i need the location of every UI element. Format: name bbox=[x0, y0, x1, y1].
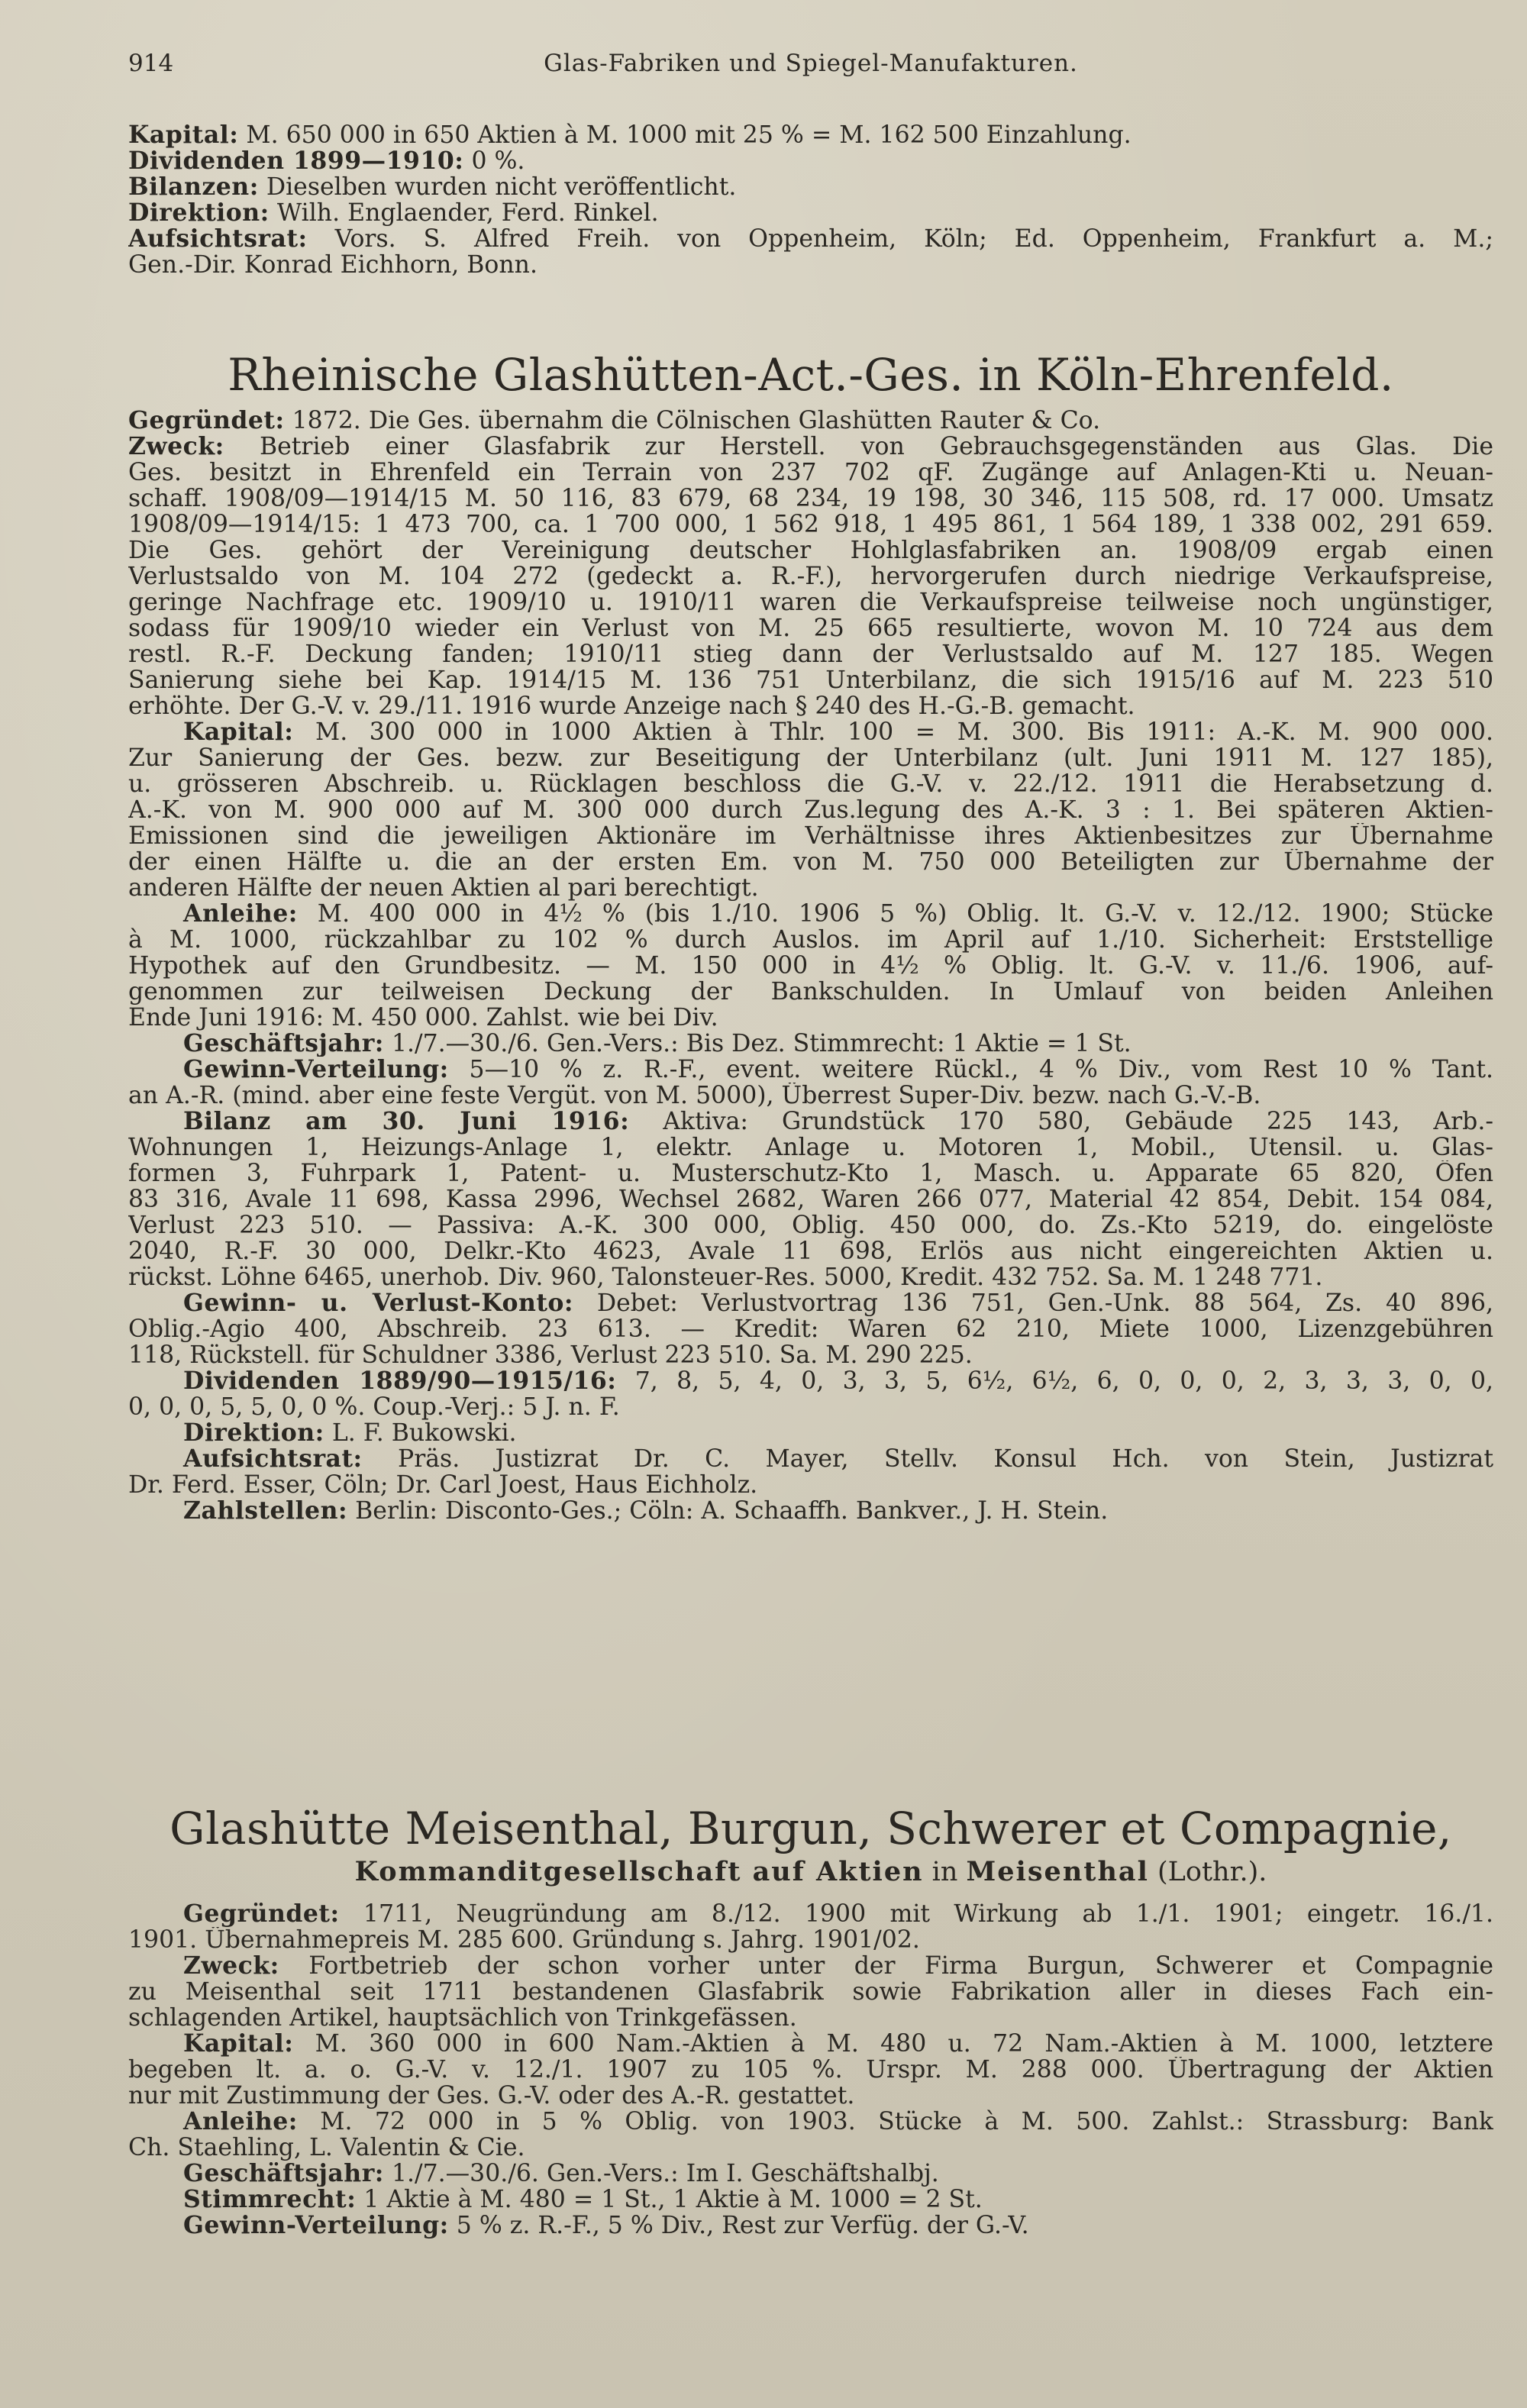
text-line bbox=[128, 486, 1493, 512]
entry-text: 83 316, Avale 11 698, Kassa 2996, Wechsel 2682, Waren 266 077, Material 42 854, Debit. 154 084, bbox=[128, 1186, 1493, 1212]
entry-text: rückst. Löhne 6465, unerhob. Div. 960, Talonsteuer-Res. 5000, Kredit. 432 752. Sa. M. 1 248 771. bbox=[128, 1264, 1323, 1290]
text-line bbox=[128, 1083, 1493, 1109]
text-line bbox=[128, 408, 1493, 434]
entry-label: Kapital: bbox=[128, 122, 239, 148]
entry-text: Hypothek auf den Grundbesitz. — M. 150 000 in 4½ % Oblig. lt. G.-V. v. 11./6. 1906, auf- bbox=[128, 953, 1493, 979]
entry-text: schaff. 1908/09—1914/15 M. 50 116, 83 679, 68 234, 19 198, 30 346, 115 508, rd. 17 000. Umsatz bbox=[128, 486, 1493, 512]
entry-text: der einen Hälfte u. die an der ersten Em. von M. 750 000 Beteiligten zur Übernahme der bbox=[128, 849, 1493, 875]
entry-text: Wilh. Englaender, Ferd. Rinkel. bbox=[269, 200, 659, 226]
entry-label: Zahlstellen: bbox=[183, 1498, 348, 1524]
text-line bbox=[128, 512, 1493, 537]
entry-text: Präs. Justizrat Dr. C. Mayer, Stellv. Konsul Hch. von Stein, Justizrat bbox=[362, 1446, 1493, 1472]
entry-text: L. F. Bukowski. bbox=[324, 1420, 517, 1446]
entry-label: Geschäftsjahr: bbox=[183, 1031, 384, 1057]
text-line bbox=[128, 563, 1493, 589]
entry-text: 1872. Die Ges. übernahm die Cölnischen Glashütten Rauter & Co. bbox=[284, 408, 1101, 434]
running-title: Glas-Fabriken und Spiegel-Manufakturen. bbox=[544, 50, 1078, 77]
entry-text: zu Meisenthal seit 1711 bestandenen Glasfabrik sowie Fabrikation aller in dieses Fach ein- bbox=[128, 1979, 1493, 2005]
company-title-meisenthal: Glashütte Meisenthal, Burgun, Schwerer et Compagnie, bbox=[169, 1803, 1452, 1854]
entry-label: Gegründet: bbox=[183, 1901, 340, 1927]
entry-text: 1711, Neugründung am 8./12. 1900 mit Wirkung ab 1./1. 1901; eingetr. 16./1. bbox=[339, 1901, 1493, 1927]
entry-label: Bilanzen: bbox=[128, 174, 259, 200]
entry-text: Betrieb einer Glasfabrik zur Herstell. von Gebrauchsgegenständen aus Glas. Die bbox=[224, 434, 1493, 460]
entry-label: Kapital: bbox=[183, 2031, 294, 2057]
text-line bbox=[128, 979, 1493, 1005]
entry-text: anderen Hälfte der neuen Aktien al pari berechtigt. bbox=[128, 875, 759, 901]
entry-text: Oblig.-Agio 400, Abschreib. 23 613. — Kredit: Waren 62 210, Miete 1000, Lizenzgebühren bbox=[128, 1316, 1493, 1342]
entry-label: Kapital: bbox=[183, 719, 294, 745]
text-line bbox=[128, 226, 1493, 252]
text-line bbox=[128, 1368, 1493, 1394]
entry-text: Berlin: Disconto-Ges.; Cöln: A. Schaaffh. Bankver., J. H. Stein. bbox=[347, 1498, 1109, 1524]
entry-text: nur mit Zustimmung der Ges. G.-V. oder des A.-R. gestattet. bbox=[128, 2083, 855, 2109]
text-line bbox=[128, 797, 1493, 823]
text-line bbox=[128, 719, 1493, 745]
text-line bbox=[128, 1186, 1493, 1212]
entry-text: Sanierung siehe bei Kap. 1914/15 M. 136 751 Unterbilanz, die sich 1915/16 auf M. 223 510 bbox=[128, 667, 1493, 693]
text-line bbox=[128, 174, 1493, 200]
entry-text: 1./7.—30./6. Gen.-Vers.: Im I. Geschäftshalbj. bbox=[383, 2161, 939, 2187]
subtitle-place: Meisenthal bbox=[966, 1856, 1149, 1887]
text-line bbox=[128, 849, 1493, 875]
entry-label: Anleihe: bbox=[183, 2109, 298, 2135]
entry-label: Gewinn-Verteilung: bbox=[183, 1057, 449, 1083]
text-line bbox=[128, 2031, 1493, 2057]
text-line bbox=[128, 1927, 1493, 1953]
subtitle-legal-form: Kommanditgesellschaft auf Aktien bbox=[354, 1856, 924, 1887]
text-line bbox=[128, 667, 1493, 693]
text-line bbox=[128, 460, 1493, 486]
entry-label: Gewinn-Verteilung: bbox=[183, 2213, 449, 2239]
text-line bbox=[128, 1342, 1493, 1368]
entry-label: Geschäftsjahr: bbox=[183, 2161, 384, 2187]
entry-text: genommen zur teilweisen Deckung der Bankschulden. In Umlauf von beiden Anleihen bbox=[128, 979, 1493, 1005]
text-line bbox=[128, 1160, 1493, 1186]
entry-text: Vors. S. Alfred Freih. von Oppenheim, Köln; Ed. Oppenheim, Frankfurt a. M.; bbox=[307, 226, 1493, 252]
entry-label: Gewinn- u. Verlust-Konto: bbox=[183, 1290, 574, 1316]
text-line bbox=[128, 1290, 1493, 1316]
company-title-rheinische: Rheinische Glashütten-Act.-Ges. in Köln-Ehrenfeld. bbox=[228, 349, 1394, 401]
entry-text: Debet: Verlustvortrag 136 751, Gen.-Unk. 88 564, Zs. 40 896, bbox=[573, 1290, 1493, 1316]
page-number: 914 bbox=[128, 50, 174, 77]
entry-text: formen 3, Fuhrpark 1, Patent- u. Musterschutz-Kto 1, Masch. u. Apparate 65 820, Öfen bbox=[128, 1160, 1493, 1186]
text-line bbox=[128, 1446, 1493, 1472]
text-line bbox=[128, 771, 1493, 797]
entry-text: schlagenden Artikel, hauptsächlich von Trinkgefässen. bbox=[128, 2005, 797, 2031]
text-line bbox=[128, 200, 1493, 226]
text-line bbox=[128, 2135, 1493, 2161]
entry-text: Gen.-Dir. Konrad Eichhorn, Bonn. bbox=[128, 252, 538, 278]
text-line bbox=[128, 2213, 1493, 2239]
subtitle-region: (Lothr.). bbox=[1148, 1857, 1267, 1887]
entry-text: erhöhte. Der G.-V. v. 29./11. 1916 wurde Anzeige nach § 240 des H.-G.-B. gemacht. bbox=[128, 693, 1135, 719]
entry-label: Aufsichtsrat: bbox=[183, 1446, 363, 1472]
text-line bbox=[128, 252, 1493, 278]
text-line bbox=[128, 434, 1493, 460]
entry-text: 1908/09—1914/15: 1 473 700, ca. 1 700 000, 1 562 918, 1 495 861, 1 564 189, 1 338 002, 291 659. bbox=[128, 512, 1493, 537]
entry-text: Zur Sanierung der Ges. bezw. zur Beseitigung der Unterbilanz (ult. Juni 1911 M. 127 185), bbox=[128, 745, 1493, 771]
entry-text: begeben lt. a. o. G.-V. v. 12./1. 1907 zu 105 %. Urspr. M. 288 000. Übertragung der Aktien bbox=[128, 2057, 1493, 2083]
entry-text: Verlust 223 510. — Passiva: A.-K. 300 000, Oblig. 450 000, do. Zs.-Kto 5219, do. eingelöste bbox=[128, 1212, 1493, 1238]
entry-text: 0 %. bbox=[463, 148, 525, 174]
text-line bbox=[128, 148, 1493, 174]
text-line bbox=[128, 1212, 1493, 1238]
entry-text: Ges. besitzt in Ehrenfeld ein Terrain von 237 702 qF. Zugänge auf Anlagen-Kti u. Neuan- bbox=[128, 460, 1493, 486]
entry-text: A.-K. von M. 900 000 auf M. 300 000 durch Zus.legung des A.-K. 3 : 1. Bei späteren Aktien- bbox=[128, 797, 1493, 823]
entry-label: Gegründet: bbox=[128, 408, 285, 434]
text-line bbox=[128, 1394, 1493, 1420]
text-line bbox=[128, 1031, 1493, 1057]
entry-text: 5—10 % z. R.-F., event. weitere Rückl., 4 % Div., vom Rest 10 % Tant. bbox=[448, 1057, 1493, 1083]
entry-label: Stimmrecht: bbox=[183, 2187, 357, 2213]
entry-text: 1./7.—30./6. Gen.-Vers.: Bis Dez. Stimmrecht: 1 Aktie = 1 St. bbox=[383, 1031, 1132, 1057]
text-line bbox=[128, 1135, 1493, 1160]
entry-text: Verlustsaldo von M. 104 272 (gedeckt a. R.-F.), hervorgerufen durch niedrige Verkaufspreise, bbox=[128, 563, 1493, 589]
text-line bbox=[128, 927, 1493, 953]
text-line bbox=[128, 2109, 1493, 2135]
text-line bbox=[128, 1238, 1493, 1264]
entry-text: M. 300 000 in 1000 Aktien à Thlr. 100 = M. 300. Bis 1911: A.-K. M. 900 000. bbox=[293, 719, 1493, 745]
previous-entry-block bbox=[128, 122, 1493, 278]
entry-text: restl. R.-F. Deckung fanden; 1910/11 stieg dann der Verlustsaldo auf M. 127 185. Wegen bbox=[128, 641, 1493, 667]
text-line bbox=[128, 1901, 1493, 1927]
entry-text: Fortbetrieb der schon vorher unter der Firma Burgun, Schwerer et Compagnie bbox=[279, 1953, 1493, 1979]
text-line bbox=[128, 1264, 1493, 1290]
entry-label: Anleihe: bbox=[183, 901, 298, 927]
text-line bbox=[128, 2005, 1493, 2031]
text-line bbox=[128, 875, 1493, 901]
entry-text: geringe Nachfrage etc. 1909/10 u. 1910/11 waren die Verkaufspreise teilweise noch ungünstiger, bbox=[128, 589, 1493, 615]
entry-label: Direktion: bbox=[183, 1420, 324, 1446]
text-line bbox=[128, 2057, 1493, 2083]
company-entry-rheinische bbox=[128, 408, 1493, 1524]
entry-label: Aufsichtsrat: bbox=[128, 226, 308, 252]
entry-text: à M. 1000, rückzahlbar zu 102 % durch Auslos. im April auf 1./10. Sicherheit: Erststellige bbox=[128, 927, 1493, 953]
text-line bbox=[128, 1979, 1493, 2005]
entry-text: 118, Rückstell. für Schuldner 3386, Verlust 223 510. Sa. M. 290 225. bbox=[128, 1342, 973, 1368]
entry-label: Zweck: bbox=[183, 1953, 279, 1979]
entry-text: Emissionen sind die jeweiligen Aktionäre im Verhältnisse ihres Aktienbesitzes zur Übernahme bbox=[128, 823, 1493, 849]
entry-text: sodass für 1909/10 wieder ein Verlust von M. 25 665 resultierte, wovon M. 10 724 aus dem bbox=[128, 615, 1493, 641]
entry-text: Dieselben wurden nicht veröffentlicht. bbox=[258, 174, 737, 200]
entry-text: M. 400 000 in 4½ % (bis 1./10. 1906 5 %) Oblig. lt. G.-V. v. 12./12. 1900; Stücke bbox=[297, 901, 1493, 927]
entry-label: Dividenden 1889/90—1915/16: bbox=[183, 1368, 617, 1394]
entry-text: 1 Aktie à M. 480 = 1 St., 1 Aktie à M. 1000 = 2 St. bbox=[356, 2187, 983, 2213]
text-line bbox=[128, 589, 1493, 615]
entry-text: Die Ges. gehört der Vereinigung deutscher Hohlglasfabriken an. 1908/09 ergab einen bbox=[128, 537, 1493, 563]
text-line bbox=[128, 615, 1493, 641]
text-line bbox=[128, 537, 1493, 563]
text-line bbox=[128, 1420, 1493, 1446]
entry-text: M. 650 000 in 650 Aktien à M. 1000 mit 25 % = M. 162 500 Einzahlung. bbox=[238, 122, 1132, 148]
entry-text: M. 360 000 in 600 Nam.-Aktien à M. 480 u. 72 Nam.-Aktien à M. 1000, letztere bbox=[293, 2031, 1493, 2057]
text-line bbox=[128, 953, 1493, 979]
entry-text: Ch. Staehling, L. Valentin & Cie. bbox=[128, 2135, 525, 2161]
text-line bbox=[128, 2161, 1493, 2187]
entry-text: M. 72 000 in 5 % Oblig. von 1903. Stücke à M. 500. Zahlst.: Strassburg: Bank bbox=[297, 2109, 1493, 2135]
text-line bbox=[128, 122, 1493, 148]
text-line bbox=[128, 2187, 1493, 2213]
text-line bbox=[128, 641, 1493, 667]
company-entry-meisenthal bbox=[128, 1901, 1493, 2239]
entry-label: Zweck: bbox=[128, 434, 224, 460]
text-line bbox=[128, 1109, 1493, 1135]
text-line bbox=[128, 693, 1493, 719]
entry-label: Direktion: bbox=[128, 200, 270, 226]
entry-text: Ende Juni 1916: M. 450 000. Zahlst. wie bei Div. bbox=[128, 1005, 718, 1031]
entry-text: 5 % z. R.-F., 5 % Div., Rest zur Verfüg. der G.-V. bbox=[448, 2213, 1029, 2239]
entry-text: 1901. Übernahmepreis M. 285 600. Gründung s. Jahrg. 1901/02. bbox=[128, 1927, 920, 1953]
subtitle-in: in bbox=[923, 1857, 967, 1887]
entry-text: Aktiva: Grundstück 170 580, Gebäude 225 143, Arb.- bbox=[629, 1109, 1493, 1135]
text-line bbox=[128, 1005, 1493, 1031]
text-line bbox=[128, 1316, 1493, 1342]
entry-label: Bilanz am 30. Juni 1916: bbox=[183, 1109, 630, 1135]
text-line bbox=[128, 1472, 1493, 1498]
text-line bbox=[128, 1953, 1493, 1979]
entry-text: Dr. Ferd. Esser, Cöln; Dr. Carl Joest, Haus Eichholz. bbox=[128, 1472, 758, 1498]
text-line bbox=[128, 1057, 1493, 1083]
company-subtitle-meisenthal bbox=[128, 1857, 1493, 1887]
entry-text: 7, 8, 5, 4, 0, 3, 3, 5, 6½, 6½, 6, 0, 0, 0, 2, 3, 3, 3, 0, 0, bbox=[616, 1368, 1493, 1394]
text-line bbox=[128, 823, 1493, 849]
entry-label: Dividenden 1899—1910: bbox=[128, 148, 464, 174]
text-line bbox=[128, 1498, 1493, 1524]
text-line bbox=[128, 901, 1493, 927]
text-line bbox=[128, 745, 1493, 771]
entry-text: Wohnungen 1, Heizungs-Anlage 1, elektr. Anlage u. Motoren 1, Mobil., Utensil. u. Glas- bbox=[128, 1135, 1493, 1160]
entry-text: 0, 0, 0, 5, 5, 0, 0 %. Coup.-Verj.: 5 J. n. F. bbox=[128, 1394, 620, 1420]
entry-text: 2040, R.-F. 30 000, Delkr.-Kto 4623, Avale 11 698, Erlös aus nicht eingereichten Aktien u. bbox=[128, 1238, 1493, 1264]
entry-text: u. grösseren Abschreib. u. Rücklagen beschloss die G.-V. v. 22./12. 1911 die Herabsetzung d. bbox=[128, 771, 1493, 797]
entry-text: an A.-R. (mind. aber eine feste Vergüt. von M. 5000), Überrest Super-Div. bezw. nach G.-V.-B. bbox=[128, 1083, 1261, 1109]
text-line bbox=[128, 2083, 1493, 2109]
